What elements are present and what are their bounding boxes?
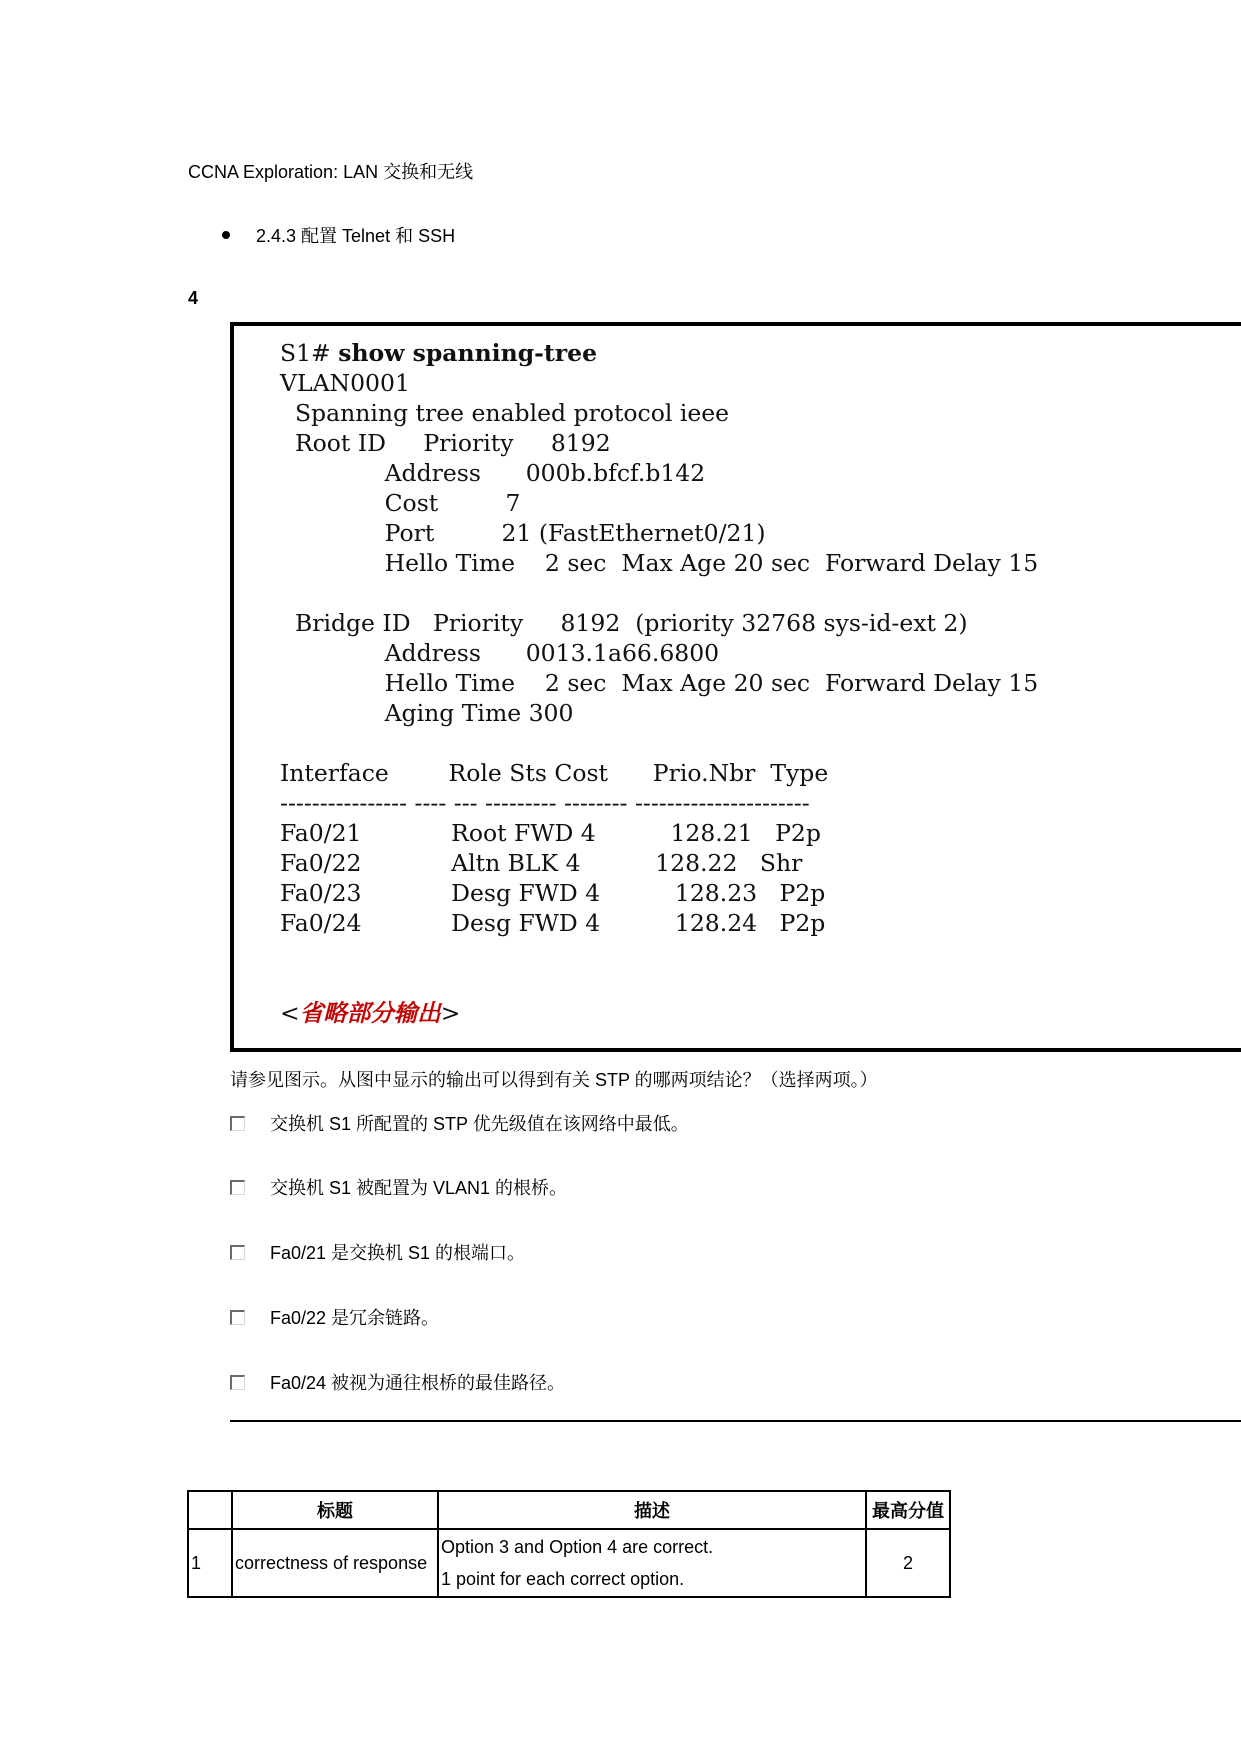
terminal-output: S1# show spanning-tree VLAN0001 Spanning tree enabled protocol ieee Root ID Priority 8192 Address 000b.bfcf.b142 Cost 7 Port 21 (FastEthernet0/21) Hello Time 2 sec Max Age 20 sec Forward Delay 15 Bridge ID Priority 8192 (priority 32768 sys-id-ext 2) Address 0013.1a66.6800 Hello Time 2 sec Max Age 20 sec Forward Delay 15 Aging Time 300 Interface Role Sts Cost Prio.Nbr Type ---------------- ---- --- --------- -------- ---------------------- Fa0/21 Root FWD 4 128.21 P2p Fa0/22 Altn BLK 4 128.22 Shr Fa0/23 Desg FWD 4 128.23 P2p Fa0/24 Desg FWD 4 128.24 P2p <省略部分输出> [280,339,1039,1027]
option-2[interactable] [230,1174,567,1200]
option-5-checkbox[interactable] [230,1375,245,1390]
rubric-header-max: 最高分值 [866,1491,950,1529]
rubric-row-desc [438,1529,866,1597]
table-row [188,1529,950,1597]
option-4-checkbox[interactable] [230,1310,245,1325]
question-number: 4 [188,288,199,308]
option-2-checkbox[interactable] [230,1180,245,1195]
rubric-header-title: 标题 [232,1491,438,1529]
terminal-exhibit [230,322,1241,1052]
option-4[interactable] [230,1304,439,1330]
terminal-command: show spanning-tree [338,339,598,367]
section-link-text: 2.4.3 配置 Telnet 和 SSH [256,226,456,246]
option-5[interactable] [230,1369,565,1395]
rubric-header-row [188,1491,950,1529]
question-prompt: 请参见图示。从图中显示的输出可以得到有关 STP 的哪两项结论？（选择两项。） [230,1070,878,1090]
page-header: CCNA Exploration: LAN 交换和无线 [188,162,474,182]
option-4-label: Fa0/22 是冗余链路。 [270,1308,440,1328]
option-1-checkbox[interactable] [230,1116,245,1131]
rubric-desc-line-1: Option 3 and Option 4 are correct. [441,1537,714,1557]
rubric-header-desc: 描述 [438,1491,866,1529]
option-1[interactable] [230,1110,689,1136]
option-3-label: Fa0/21 是交换机 S1 的根端口。 [270,1243,526,1263]
rubric-row-max: 2 [866,1529,950,1597]
terminal-text: VLAN0001 Spanning tree enabled protocol ieee Root ID Priority 8192 Address 000b.bfcf.b142 Cost 7 Port 21 (FastEthernet0/21) Hello Time 2 sec Max Age 20 sec Forward Delay 15 Bridge ID Priority 8192 (priority 32768 sys-id-ext 2) Address 0013.1a66.6800 Hello Time 2 sec Max Age 20 sec Forward Delay 15 Aging Time 300 Interface Role Sts Cost Prio.Nbr Type ---------------- ---- --- --------- -------- ---------------------- Fa0/21 Root FWD 4 128.21 P2p Fa0/22 Altn BLK 4 128.22 Shr Fa0/23 Desg FWD 4 128.23 P2p Fa0/24 Desg FWD 4 128.24 P2p [280,369,1039,937]
section-divider [230,1420,1241,1422]
rubric-header-num [188,1491,232,1529]
option-3-checkbox[interactable] [230,1245,245,1260]
terminal-prompt: S1# [280,339,339,367]
option-2-label: 交换机 S1 被配置为 VLAN1 的根桥。 [270,1178,568,1198]
bullet-icon [222,231,230,239]
omitted-output-note: 省略部分输出 [299,999,441,1027]
scoring-rubric-table [187,1490,951,1598]
rubric-row-num: 1 [188,1529,232,1597]
section-bullet [222,222,455,248]
option-3[interactable] [230,1239,525,1265]
rubric-row-title: correctness of response [232,1529,438,1597]
option-5-label: Fa0/24 被视为通往根桥的最佳路径。 [270,1373,566,1393]
rubric-desc-line-2: 1 point for each correct option. [441,1569,685,1589]
option-1-label: 交换机 S1 所配置的 STP 优先级值在该网络中最低。 [270,1114,689,1134]
